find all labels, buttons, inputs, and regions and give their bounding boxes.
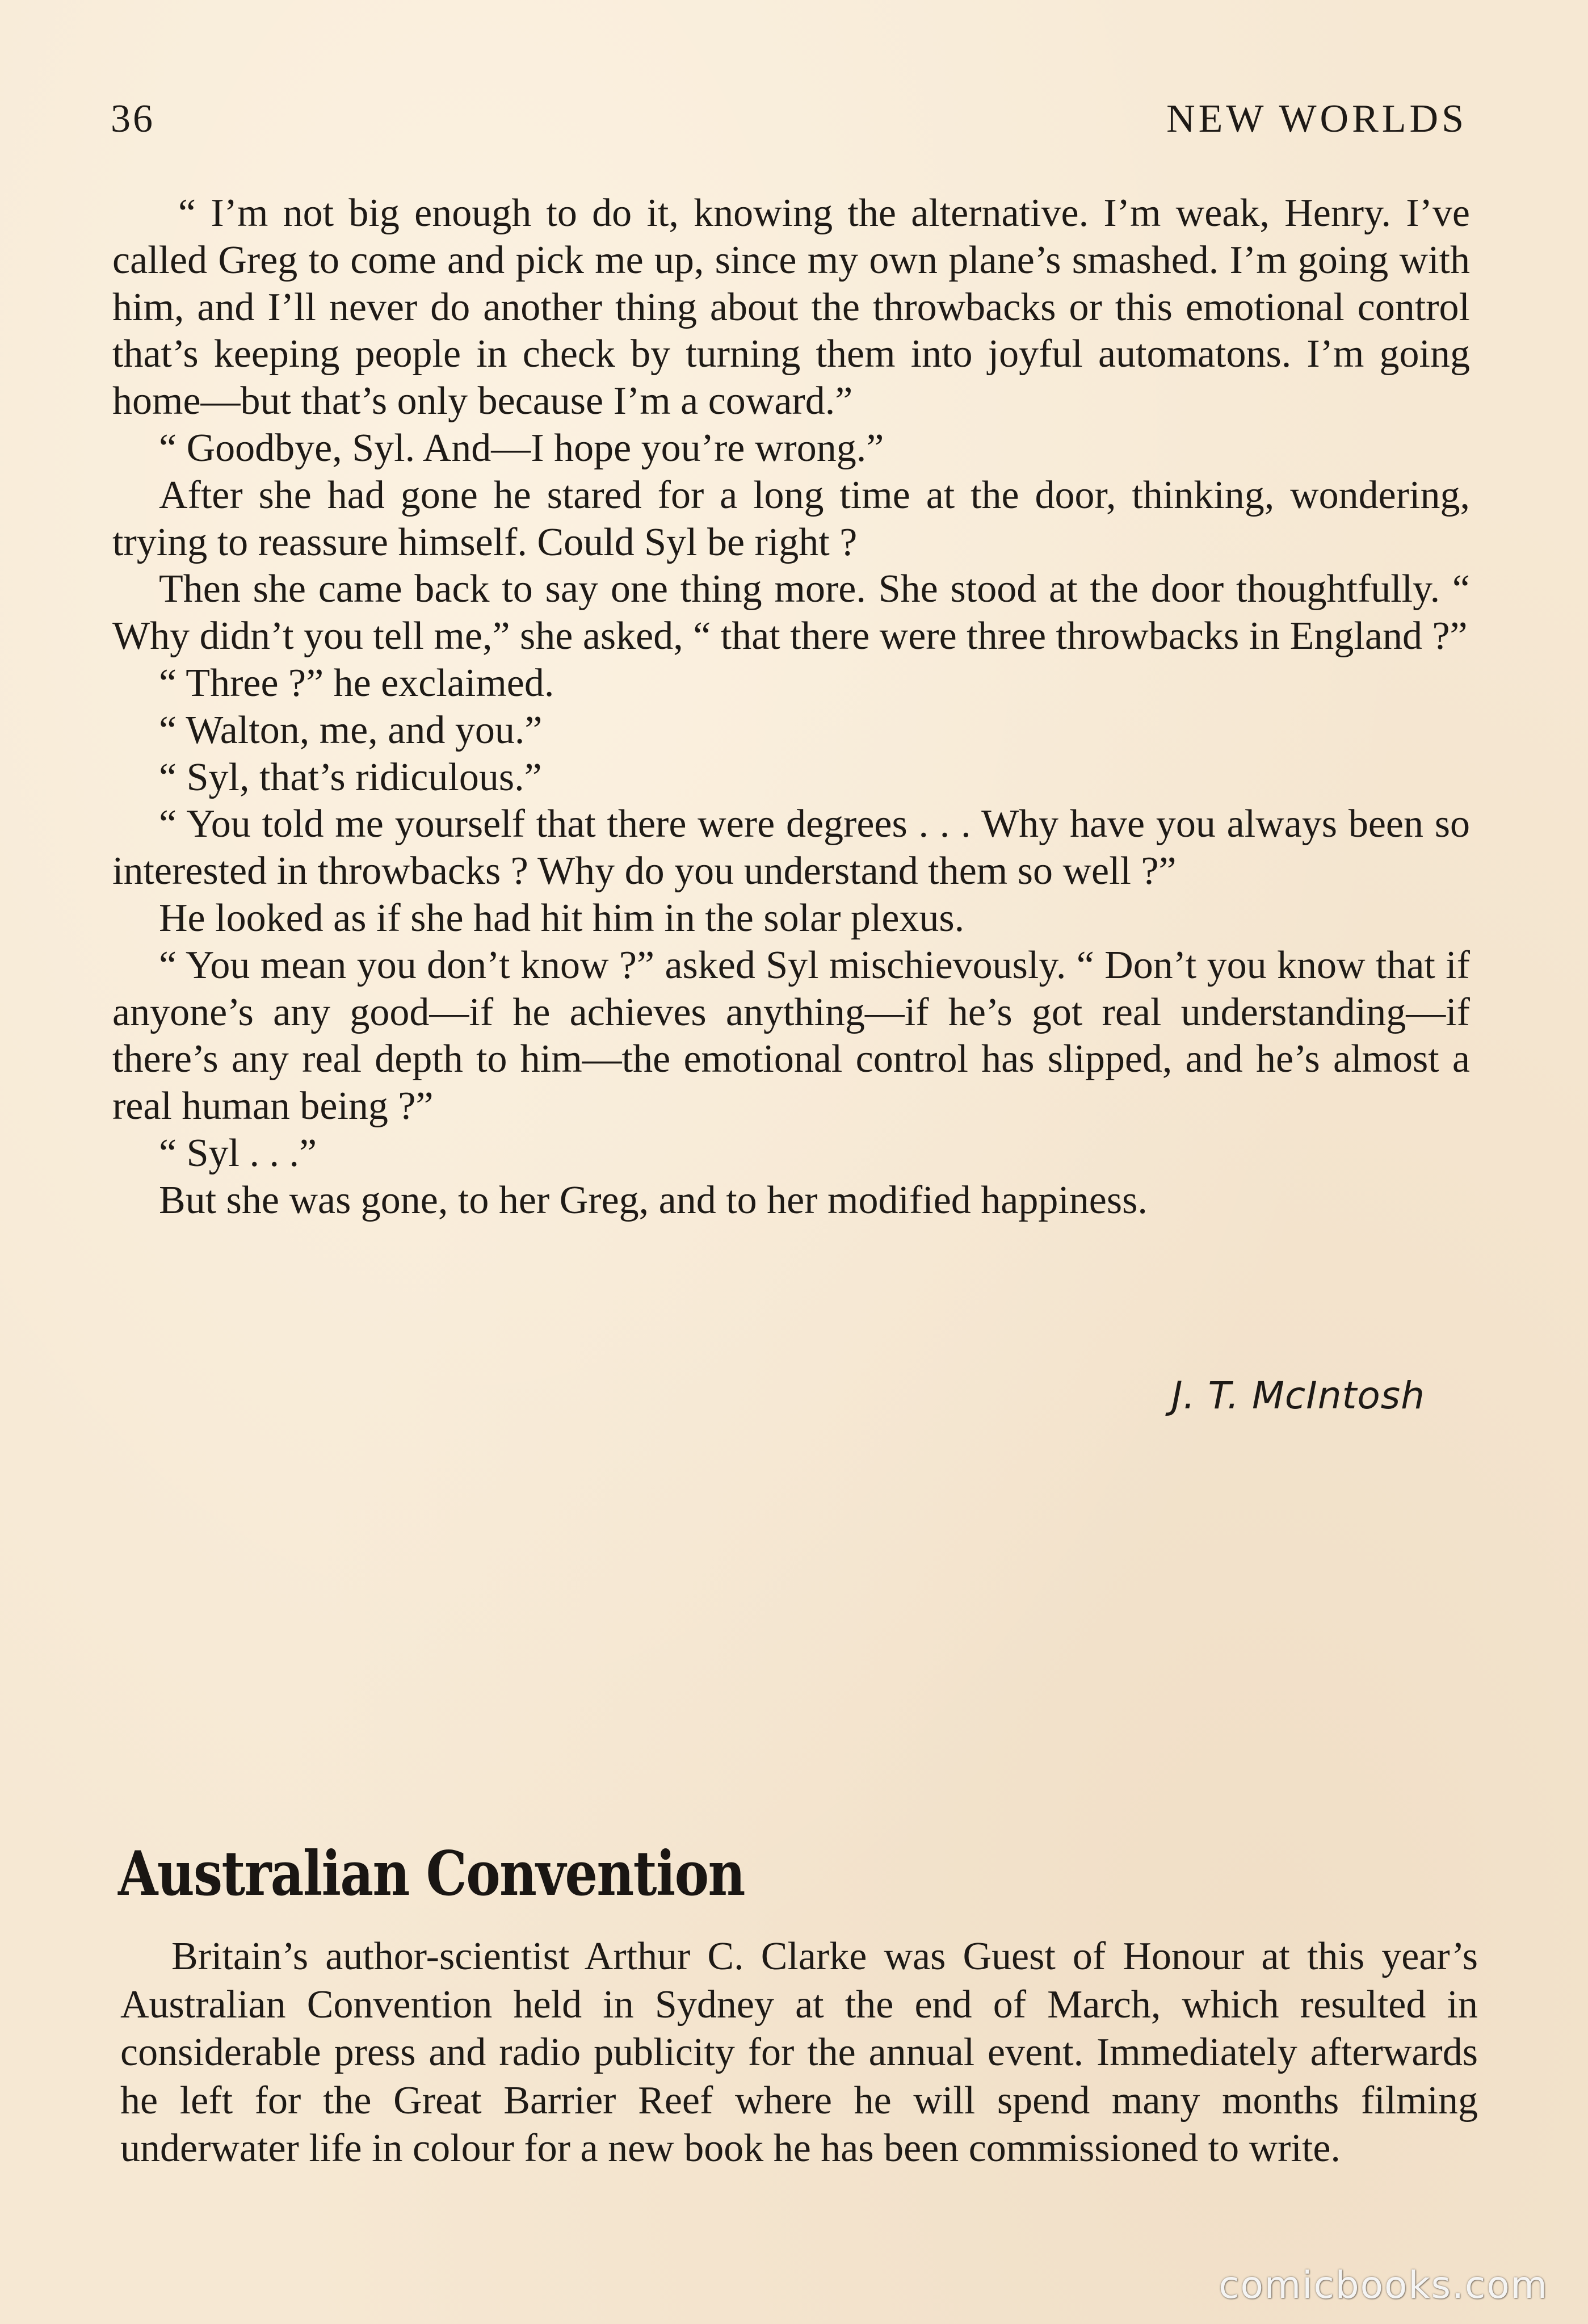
story-paragraph: “ Three ?” he exclaimed. — [159, 661, 554, 705]
story-paragraph: “ I’m not big enough to do it, knowing the alternative. I’m weak, Henry. I’ve called Greg to come and pick me up, since my own plane’s smashed. I’m going with him, and I’ll never do another thing about the throwbacks or this emotional control that’s keeping people in check by turning them into joyful automatons. I’m going home—but that’s only because I’m a coward.” — [112, 191, 1470, 423]
article-text — [120, 1933, 1478, 2173]
article-paragraph: Britain’s author-scientist Arthur C. Clarke was Guest of Honour at this year’s Australian Convention held in Sydney at the end of March, which resulted in considerable press and radio publicity for the annual event. Immediately afterwards he left for the Great Barrier Reef where he will spend many months filming underwater life in colour for a new book he has been commissioned to write. — [120, 1935, 1478, 2170]
site-watermark: comicbooks.com — [1219, 2263, 1548, 2307]
story-paragraph: “ Syl, that’s ridiculous.” — [159, 755, 542, 799]
story-paragraph: But she was gone, to her Greg, and to her modified happiness. — [159, 1178, 1148, 1222]
story-paragraph: “ Syl . . .” — [159, 1131, 317, 1175]
story-paragraph: “ Goodbye, Syl. And—I hope you’re wrong.” — [159, 426, 884, 470]
story-paragraph: “ You mean you don’t know ?” asked Syl mischievously. “ Don’t you know that if anyone’s any good—if he achieves anything—if he’s got real understanding—if there’s any real depth to him—the emotional control has slipped, and he’s almost a real human being ?” — [112, 943, 1470, 1129]
author-byline: J. T. McIntosh — [1171, 1374, 1425, 1417]
magazine-title: NEW WORLDS — [1166, 97, 1467, 141]
running-head — [111, 97, 1467, 148]
story-paragraph: Then she came back to say one thing more. She stood at the door thoughtfully. “ Why didn’t you tell me,” she asked, “ that there were three throwbacks in England ?” — [112, 567, 1470, 658]
story-text — [112, 190, 1470, 1224]
page-number: 36 — [111, 97, 155, 141]
story-paragraph: After she had gone he stared for a long time at the door, thinking, wondering, trying to reassure himself. Could Syl be right ? — [112, 473, 1470, 564]
story-paragraph: “ Walton, me, and you.” — [159, 708, 543, 752]
story-paragraph: He looked as if she had hit him in the solar plexus. — [159, 896, 965, 940]
article-heading: Australian Convention — [118, 1838, 745, 1910]
story-paragraph: “ You told me yourself that there were degrees . . . Why have you always been so interested in throwbacks ? Why do you understand them so well ?” — [112, 802, 1470, 893]
